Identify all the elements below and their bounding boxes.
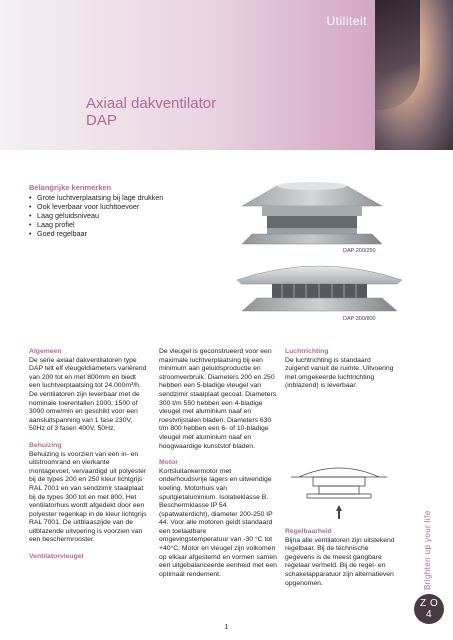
text-algemeen: De serie axiaal dakventilatoren type DAP telt elf vleugeldiameters variërend van 200 tot en met 800mm en biedt een luchtverplaatsing tot 24.000m³/h. De ventilatoren zijn leverbaar met de nominale toerentallen 1000, 1500 of 3000 omw/min en geschikt voor een aansluitspanning van 1 fase 230V, 50Hz of 3 fasen 400V, 50Hz. bbox=[29, 356, 147, 433]
text-regelbaarheid: Bijna alle ventilatoren zijn uitstekend regelbaar. Bij de technische gegevens is de meest gangbare regelaar vermeld. Bij de regel- en schakelapparatuur zijn alternatieven opgenomen. bbox=[285, 536, 395, 587]
header-photo bbox=[375, 0, 453, 150]
product-image-small bbox=[232, 168, 402, 248]
header-band bbox=[0, 0, 453, 150]
heading-regelbaarheid: Regelbaarheid bbox=[285, 528, 332, 535]
heading-behuizing: Behuizing bbox=[29, 441, 62, 449]
heading-motor: Motor bbox=[159, 459, 178, 467]
text-luchtrichting: De luchtrichting is standaard zuigend vanuit de ruimte. Uitvoering met omgekeerde luchtrichting (inblazend) is leverbaar. bbox=[285, 356, 394, 390]
heading-luchtrichting: Luchtrichting bbox=[285, 348, 329, 355]
product-code: DAP bbox=[86, 112, 117, 129]
column-3 bbox=[285, 348, 395, 399]
logo-letter: Z bbox=[420, 598, 427, 609]
page-title: Axiaal dakventilator bbox=[86, 95, 217, 112]
feature-item: • Grote luchtverplaatsing bij lage drukken bbox=[29, 193, 229, 202]
logo-letter: 4 bbox=[426, 609, 432, 620]
logo-letter: O bbox=[430, 598, 438, 609]
column-1 bbox=[29, 348, 147, 562]
product-image-large bbox=[232, 258, 407, 314]
text-motor: Kortsluitankermotor met onderhoudsvrije lagers en uitwendige koeling. Motorhuis van spuitgietaluminium. Isolatieklasse B. Beschermklasse IP 54 (spatwaterdicht), diameter 200-250 IP 44. Voor alle motoren geldt standaard een toelaatbare omgevingstemperatuur van -30 °C tot +40°C. Motor en vleugel zijn volkomen op elkaar afgestemd en vormen samen een uitgebalanceerde eenheid met een optimaal rendement. bbox=[159, 467, 277, 578]
features-block bbox=[29, 183, 229, 238]
column-2 bbox=[159, 348, 277, 587]
features-list bbox=[29, 193, 229, 238]
text-behuizing: Behuizing is voorzien van een in- en uitstroomrand en vierkante montagevoet, vervaardigd uit polyester bij de types 200 en 250 kleur lichtgrijs RAL 7001 en van sendzimir staalplaat bij de types 300 tot en met 800. Het ventilatorhuis wordt afgedekt door een polyester regenkap in de kleur lichtgrijs RAL 7001. De uitblaaszijde van de uitblazende uitvoering is voorzien van een beschermrooster. bbox=[29, 450, 147, 544]
caption-large: DAP 300/800 bbox=[343, 316, 376, 322]
feature-item: • Laag geluidsniveau bbox=[29, 211, 229, 220]
section-tag: Utiliteit bbox=[326, 14, 367, 28]
column-3-bottom bbox=[285, 528, 395, 596]
page-number: 1 bbox=[224, 624, 229, 631]
features-heading: Belangrijke kenmerken bbox=[29, 183, 112, 192]
heading-algemeen: Algemeen bbox=[29, 348, 62, 355]
heading-ventilatorvleugel: Ventilatorvleugel bbox=[29, 553, 84, 561]
feature-item: • Goed regelbaar bbox=[29, 229, 229, 238]
text-ventilatorvleugel: De vleugel is geconstrueerd voor een maximale luchtverplaatsing bij een minimum aan geluidsproductie en stroomverbruik. Diameters 200 en 250 hebben een 5-bladige vleugel van sendzimir staalplaat gecoat. Diameters 300 t/m 550 hebben een 4-bladige vleugel met aluminium naaf en roestvrijstalen bladen. Diameters 630 t/m 800 hebben een 6- of 10-bladige vleugel met aluminium naaf en hoogwaardige kunststof bladen. bbox=[159, 348, 277, 450]
feature-item: • Ook leverbaar voor luchttoevoer bbox=[29, 202, 229, 211]
technical-drawing-icon bbox=[285, 455, 393, 523]
zo4-logo-icon bbox=[414, 594, 444, 624]
tagline: Brighten up your life bbox=[423, 510, 432, 590]
feature-item: • Laag profiel bbox=[29, 220, 229, 229]
caption-small: DAP 200/250 bbox=[343, 248, 376, 254]
